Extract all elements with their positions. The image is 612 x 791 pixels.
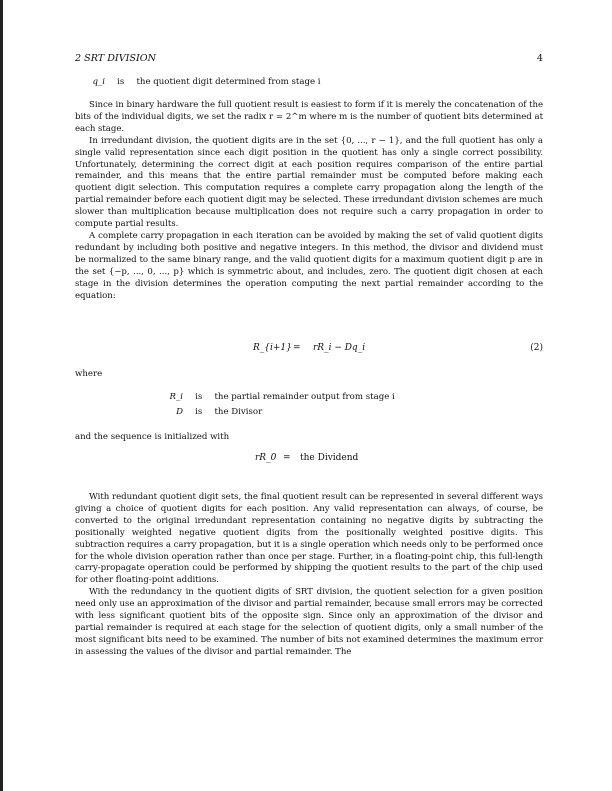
running-header [75, 53, 543, 64]
definition-relation: is [195, 392, 203, 402]
where-label: where [75, 369, 103, 379]
page-number: 4 [536, 53, 543, 64]
paragraph-radix: Since in binary hardware the full quotient result is easiest to form if it is merely the concatenation of the bits of the individual digits, we set the radix r = 2^m where m is the number of quotient bits determined at each stage. [75, 100, 543, 134]
equation-2 [75, 343, 543, 357]
paragraph-srt-selection: With the redundancy in the quotient digits of SRT division, the quotient selection for a given position need only use an approximation of the divisor and partial remainder, because small errors may be corrected with less significant quotient bits of the opposite sign. Since only an approximation of the divisor and partial remainder is required at each stage for the selection of quotient digits, only a small number of the most significant bits need to be examined. The number of bits not examined determines the maximum error in assessing the values of the divisor and partial remainder. The [75, 587, 543, 657]
scan-edge-rule [0, 0, 3, 791]
definition-symbol: D [176, 407, 183, 417]
definition-symbol: R_i [169, 392, 183, 402]
definition-relation: is [117, 77, 125, 87]
definition-row [75, 406, 543, 418]
definition-relation: is [195, 407, 203, 417]
init-relation: = [283, 453, 291, 463]
init-equation [75, 453, 543, 467]
body-top [75, 100, 543, 302]
definition-text: the quotient digit determined from stage i [136, 77, 321, 87]
body-bottom [75, 492, 543, 659]
equation-number: (2) [530, 343, 543, 353]
paragraph-irredundant: In irredundant division, the quotient digits are in the set {0, ..., r − 1}, and the full quotient has only a single valid representation since each digit position in the quotient has only a single correct possibility. Unfortunately, determining the correct digit at each position requires comparison of the entire partial remainder, and this means that the entire partial remainder must be computed before making each quotient digit selection. This computation requires a complete carry propagation along the length of the partial remainder before each quotient digit may be selected. These irredundant division schemes are much slower than multiplication because multiplication does not require such a carry propagation in order to compute partial results. [75, 135, 543, 230]
init-rhs: the Dividend [300, 453, 359, 463]
definition-row [75, 391, 543, 403]
equation-lhs: R_{i+1} [253, 343, 292, 353]
paragraph-representation: With redundant quotient digit sets, the final quotient result can be represented in several different ways giving a choice of quotient digits for each position. Any valid representation can always, of course, be converted to the original irredundant representation containing no negative digits by subtracting the positionally weighted negative quotient digits from the positionally weighted positive digits. This subtraction requires a carry propagation, but it is a single operation which needs only to be performed once for the whole division operation rather than once per stage. Further, in a floating-point chip, this full-length carry-propagate operation could be performed by shipping the quotient results to the part of the chip used for other floating-point additions. [75, 492, 543, 586]
definition-text: the Divisor [214, 407, 263, 417]
section-title: 2 SRT DIVISION [75, 53, 157, 64]
definition-symbol: q_i [92, 77, 105, 87]
equation-relation: = [293, 343, 301, 353]
definition-text: the partial remainder output from stage i [214, 392, 395, 402]
paragraph-redundant: A complete carry propagation in each iteration can be avoided by making the set of valid quotient digits redundant by including both positive and negative integers. In this method, the divisor and dividend must be normalized to the same binary range, and the valid quotient digits for a maximum quotient digit p are in the set {−p, ..., 0, ..., p} which is symmetric about, and includes, zero. The quotient digit chosen at each stage in the division determines the operation computing the next partial remainder according to the equation: [75, 230, 543, 301]
q-definition [75, 76, 543, 88]
equation-rhs: rR_i − Dq_i [313, 343, 366, 353]
init-lhs: rR_0 [255, 453, 277, 463]
init-text: and the sequence is initialized with [75, 432, 230, 442]
